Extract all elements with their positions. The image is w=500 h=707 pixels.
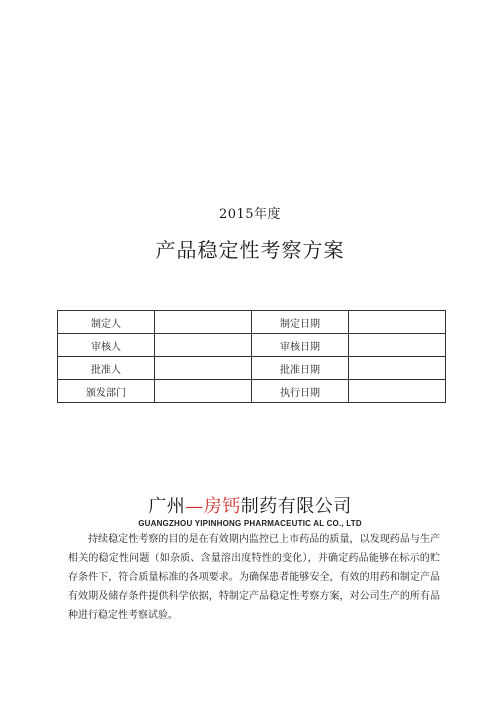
approved-by-value	[155, 357, 252, 380]
company-name-brand: 房钙	[203, 496, 241, 517]
prepared-date-value	[349, 311, 446, 334]
reviewed-by-label: 审核人	[58, 334, 155, 357]
effective-date-value	[349, 380, 446, 403]
approved-date-value	[349, 357, 446, 380]
company-name-dash: —	[185, 496, 204, 517]
company-name-en: GUANGZHOU YIPINHONG PHARMACEUTIC AL CO., LTD	[138, 519, 362, 528]
company-name-suffix: 制药有限公司	[240, 496, 352, 517]
company-name-cn	[0, 496, 500, 518]
prepared-date-label: 制定日期	[252, 311, 349, 334]
issuing-dept-value	[155, 380, 252, 403]
signoff-table	[57, 310, 446, 403]
prepared-by-label: 制定人	[58, 311, 155, 334]
reviewed-date-label: 审核日期	[252, 334, 349, 357]
document-year: 2015年度	[218, 207, 282, 222]
table-row	[58, 357, 446, 380]
table-row	[58, 311, 446, 334]
document-title: 产品稳定性考察方案	[155, 238, 345, 262]
company-header	[0, 496, 500, 530]
reviewed-date-value	[349, 334, 446, 357]
intro-paragraph: 持续稳定性考察的目的是在有效期内监控已上市药品的质量，以发现药品与生产相关的稳定性问题（如杂质、含量溶出度特性的变化），并确定药品能够在标示的贮存条件下，符合质量标准的各项要求。为确保患者能够安全，有效的用药和制定产品有效期及储存条件提供科学依据，特制定产品稳定性考察方案，对公司生产的所有品种进行稳定性考察试验。	[68, 534, 440, 621]
table-row	[58, 334, 446, 357]
reviewed-by-value	[155, 334, 252, 357]
approved-by-label: 批准人	[58, 357, 155, 380]
table-row	[58, 380, 446, 403]
issuing-dept-label: 颁发部门	[58, 380, 155, 403]
company-name-prefix: 广州	[148, 496, 186, 517]
effective-date-label: 执行日期	[252, 380, 349, 403]
approved-date-label: 批准日期	[252, 357, 349, 380]
prepared-by-value	[155, 311, 252, 334]
